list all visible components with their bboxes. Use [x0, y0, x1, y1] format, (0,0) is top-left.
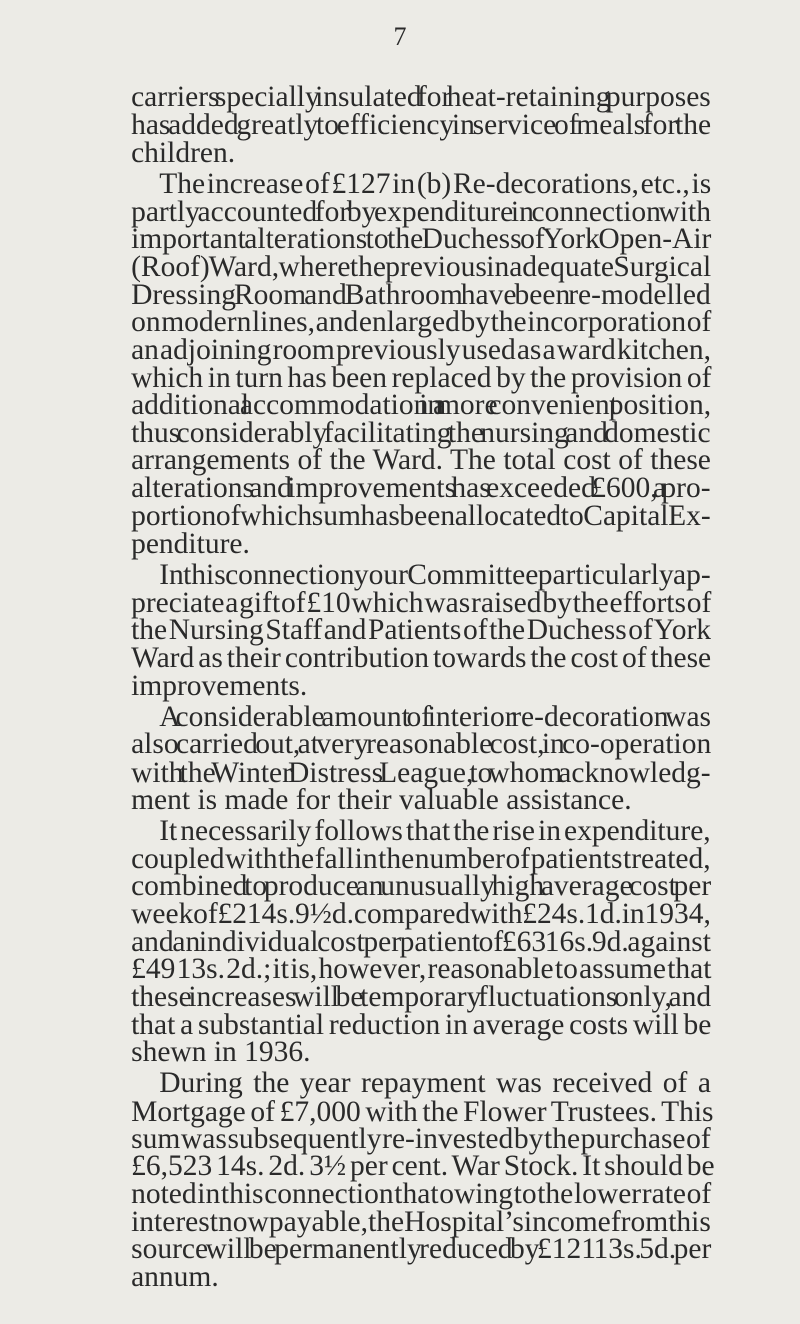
paragraph-first-line: During the year repayment was received of a [159, 1067, 711, 1100]
paragraph-first-line: The increase of £127 in (b) Re-decorations, etc., is [159, 167, 712, 200]
paragraph-first-line: A considerable amount of interior re-decoration was [159, 700, 712, 733]
text-line: portion of which sum has been allocated to Capital Ex- [131, 499, 711, 532]
text-line: £6,523 14s. 2d. 3½ per cent. War Stock. It should be [131, 1150, 715, 1183]
text-line: noted in this connection that owing to the lower rate of [131, 1178, 712, 1211]
text-line: and an individual cost per patient of £63 16s. 9d. against [131, 926, 711, 959]
text-line: arrangements of the Ward. The total cost of these [131, 444, 711, 477]
text-line: preciate a gift of £10 which was raised by the efforts of [131, 587, 712, 620]
paragraph-first-line: It necessarily follows that the rise in expenditure, [159, 814, 711, 847]
text-line: Ward as their contribution towards the cost of these [131, 641, 712, 674]
text-line: children. [131, 136, 236, 169]
text-line: combined to produce an unusually high average cost per [131, 870, 712, 903]
text-line: partly accounted for by expenditure in connection with [131, 196, 711, 229]
text-line: additional accommodation in a more convenient position, [131, 389, 712, 422]
text-line: week of £2 14s. 9½d. compared with £2 4s. 1d. in 1934, [131, 897, 711, 930]
text-line: important alterations to the Duchess of York Open-Air [131, 223, 712, 256]
paragraph-first-line: In this connection your Committee particularly ap- [159, 558, 711, 591]
text-line: interest now payable, the Hospital’s income from this [131, 1205, 711, 1238]
text-line: the Nursing Staff and Patients of the Duchess of York [131, 614, 712, 647]
text-line: sum was subsequently re-invested by the purchase of [131, 1122, 711, 1155]
text-line: these increases will be temporary fluctuations only, and [131, 980, 712, 1013]
text-line: that a substantial reduction in average costs will be [131, 1009, 712, 1041]
text-line: has added greatly to efficiency in service of meals for the [131, 108, 712, 141]
text-line: source will be permanently reduced by £121 13s. 5d. per [131, 1233, 712, 1266]
text-line: carriers specially insulated for heat-retaining purposes [131, 81, 711, 114]
text-line: Mortgage of £7,000 with the Flower Trustees. This [131, 1095, 714, 1128]
text-line: annum. [131, 1261, 219, 1294]
text-line: on modern lines, and enlarged by the incorporation of [131, 306, 712, 339]
text-line: shewn in 1936. [131, 1036, 311, 1069]
text-line: Dressing Room and Bathroom have been re-modelled [131, 279, 711, 312]
text-line: alterations and improvements has exceeded £600, a pro- [131, 472, 711, 505]
text-line: (Roof) Ward, where the previous inadequate Surgical [131, 250, 712, 283]
text-line: £49 13s. 2d.; it is, however, reasonable to assume that [131, 953, 712, 986]
text-line: an adjoining room previously used as a ward kitchen, [131, 333, 712, 366]
text-line: coupled with the fall in the number of patients treated, [131, 843, 711, 876]
text-line: thus considerably facilitating the nursing and domestic [131, 416, 711, 449]
text-line: ment is made for their valuable assistance. [131, 783, 632, 816]
text-line: with the Winter Distress League, to whom acknowledg- [131, 756, 711, 789]
page-number: 7 [393, 22, 407, 51]
text-line: which in turn has been replaced by the provision of [131, 362, 712, 394]
text-line: penditure. [131, 527, 250, 560]
text-line: also carried out, at very reasonable cost, in co-operation [131, 728, 712, 761]
text-line: improvements. [131, 670, 308, 703]
